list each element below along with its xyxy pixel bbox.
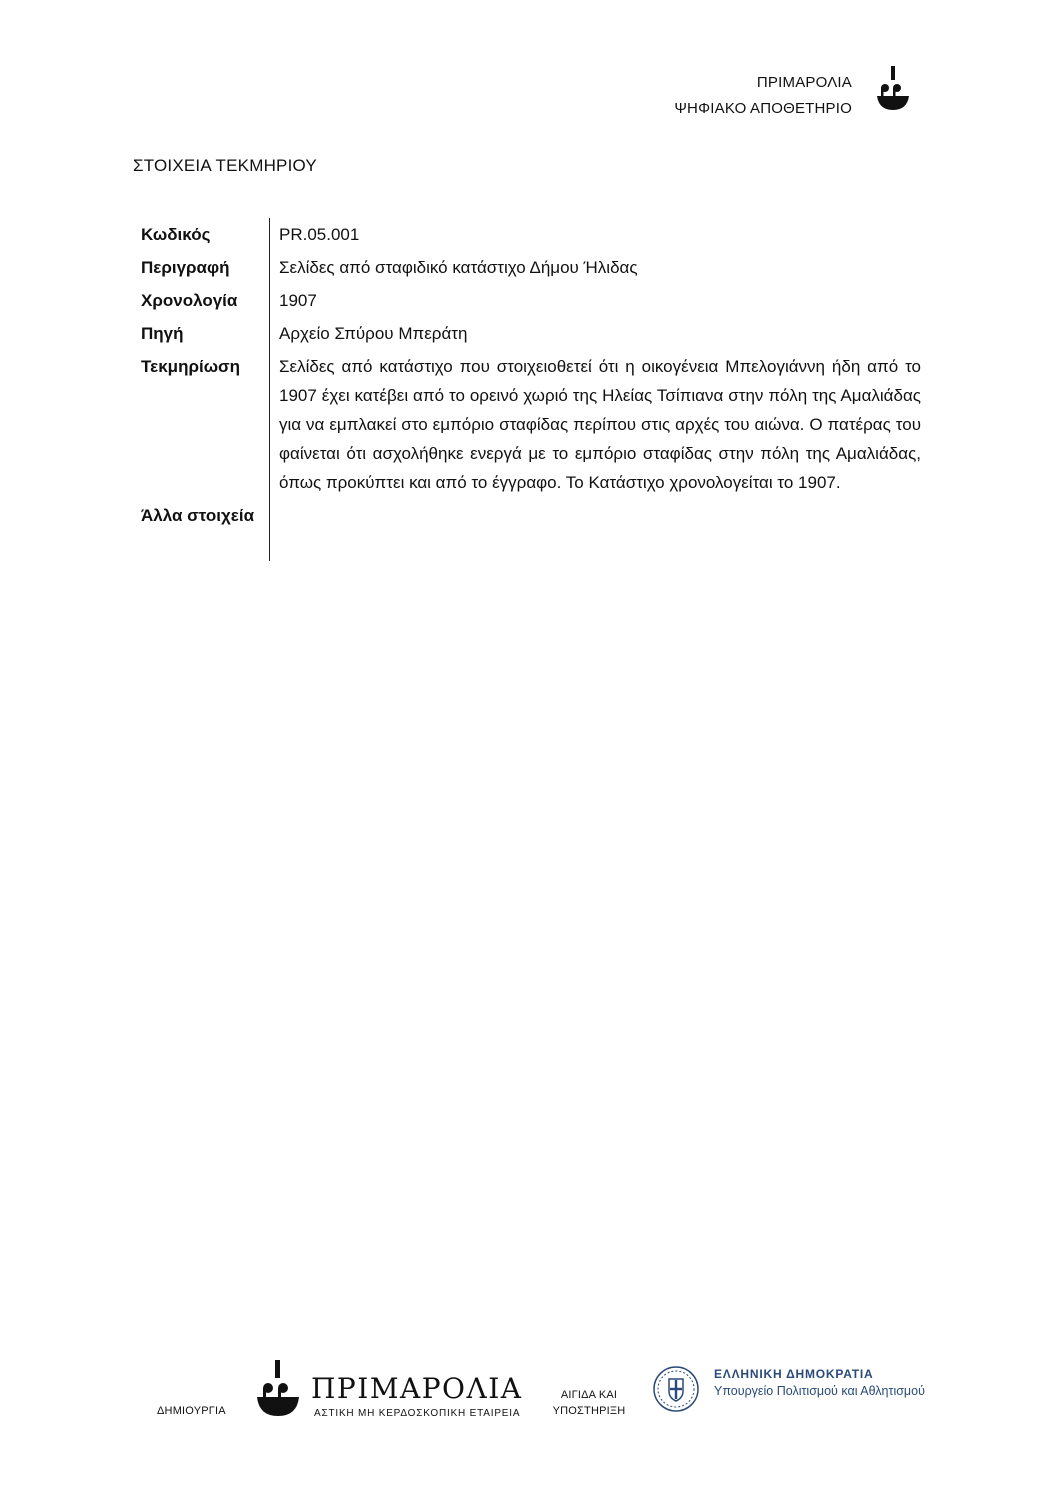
row-date (141, 284, 921, 317)
header-line-2: ΨΗΦΙΑΚΟ ΑΠΟΘΕΤΗΡΙΟ (674, 100, 852, 117)
footer-gov-ministry: Υπουργείο Πολιτισμού και Αθλητισμού (714, 1384, 925, 1398)
footer-created-label: ΔΗΜΙΟΥΡΓΙΑ (157, 1405, 226, 1417)
section-title: ΣΤΟΙΧΕΙΑ ΤΕΚΜΗΡΙΟΥ (133, 156, 317, 175)
footer-support-label: ΑΙΓΙΔΑ ΚΑΙ ΥΠΟΣΤΗΡΙΞΗ (552, 1389, 626, 1417)
row-code (141, 218, 921, 251)
value-date: 1907 (269, 284, 921, 317)
footer-brand-subtitle: ΑΣΤΙΚΗ ΜΗ ΚΕΡΔΟΣΚΟΠΙΚΗ ΕΤΑΙΡΕΙΑ (314, 1408, 521, 1419)
header-line-1: ΠΡΙΜΑΡΟΛΙΑ (756, 74, 852, 91)
row-documentation (141, 350, 921, 499)
label-source: Πηγή (141, 324, 184, 343)
footer-gov-title: ΕΛΛΗΝΙΚΗ ΔΗΜΟΚΡΑΤΙΑ (714, 1367, 874, 1381)
label-other: Άλλα στοιχεία (141, 506, 255, 525)
greek-coat-of-arms-icon (652, 1365, 700, 1413)
row-description (141, 251, 921, 284)
row-other (141, 499, 921, 561)
value-documentation: Σελίδες από κατάστιχο που στοιχειοθετεί ότι η οικογένεια Μπελογιάννη ήδη από το 1907 έχει κατέβει από το ορεινό χωριό της Ηλείας Τσίπιανα στην πόλη της Αμαλιάδας για να εμπλακεί στο εμπόριο σταφίδας περίπου στις αρχές του αιώνα. Ο πατέρας του φαίνεται ότι ασχολήθηκε ενεργά με το εμπόριο σταφίδας στην πόλη της Αμαλιάδας, όπως προκύπτει και από το έγγραφο. Το Κατάστιχο χρονολογείται το 1907. (269, 350, 921, 499)
label-date: Χρονολογία (141, 291, 238, 310)
metadata-table (141, 218, 921, 561)
value-source: Αρχείο Σπύρου Μπεράτη (269, 317, 921, 350)
value-code: PR.05.001 (269, 218, 921, 251)
value-description: Σελίδες από σταφιδικό κατάστιχο Δήμου Ήλιδας (269, 251, 921, 284)
label-description: Περιγραφή (141, 258, 230, 277)
label-code: Κωδικός (141, 225, 211, 244)
primarolia-footer-logo-icon (254, 1360, 302, 1418)
primarolia-boat-logo-icon (873, 64, 913, 114)
footer-brand-name: ΠΡΙΜΑΡΟΛΙΑ (311, 1372, 523, 1405)
value-other (269, 499, 921, 561)
header-repository-name (674, 70, 852, 122)
label-documentation: Τεκμηρίωση (141, 357, 241, 376)
row-source (141, 317, 921, 350)
